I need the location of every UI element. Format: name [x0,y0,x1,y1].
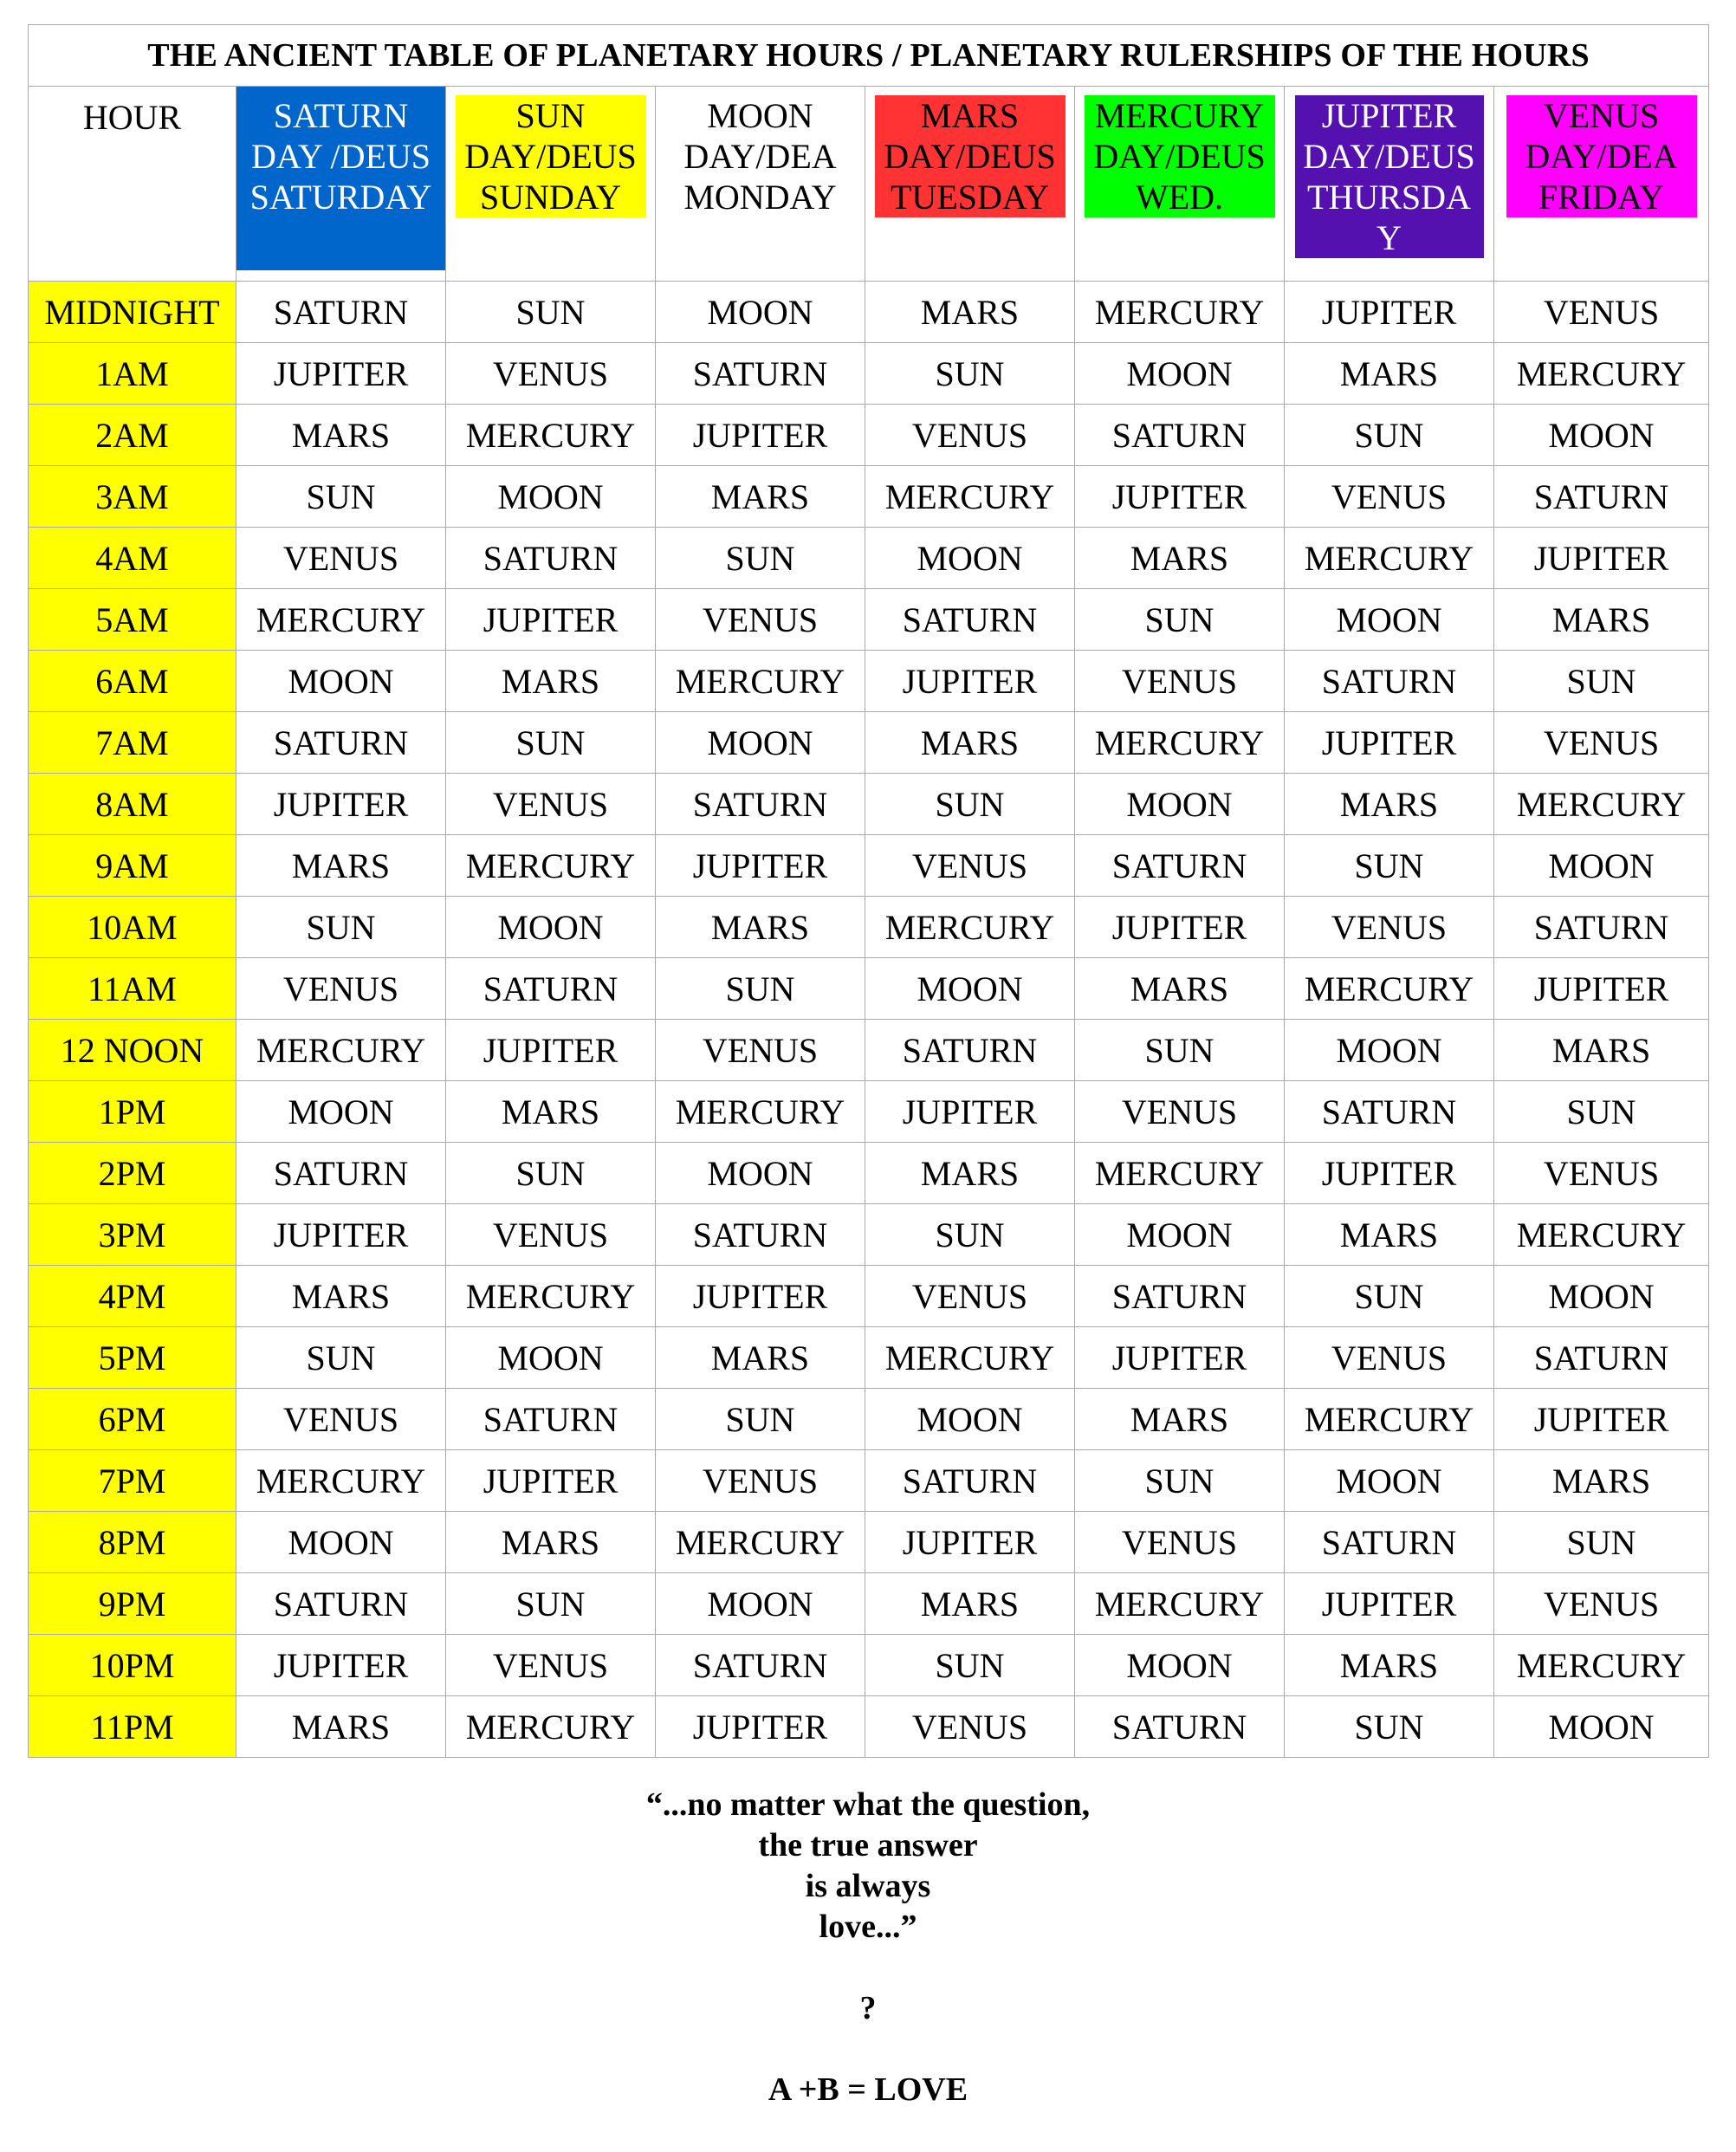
planet-cell: SUN [865,1204,1075,1266]
planet-cell: VENUS [865,1696,1075,1758]
table-row [29,1635,1709,1696]
planet-cell: VENUS [1494,1573,1709,1635]
table-row [29,1020,1709,1081]
planet-cell: VENUS [865,1266,1075,1327]
planet-cell: JUPITER [1075,1327,1285,1389]
planet-cell: SATURN [656,1204,865,1266]
planet-cell: MERCURY [236,1020,446,1081]
planet-cell: JUPITER [865,1512,1075,1573]
day-venus-line3: FRIDAY [1538,178,1665,217]
day-mercury-line3: WED. [1135,178,1224,217]
planet-cell: SUN [1494,651,1709,712]
planet-cell: JUPITER [1285,1143,1494,1204]
planet-cell: JUPITER [865,1081,1075,1143]
planet-cell: MARS [1075,1389,1285,1450]
planet-cell: SATURN [1285,651,1494,712]
planet-cell: JUPITER [236,1204,446,1266]
day-mercury-line2: DAY/DEUS [1093,137,1266,176]
planet-cell: VENUS [1075,1081,1285,1143]
planet-cell: MERCURY [1494,343,1709,405]
planet-cell: SATURN [865,1020,1075,1081]
planet-cell: SUN [656,528,865,589]
hour-cell: 5AM [29,589,236,651]
day-header-mercury [1075,87,1285,282]
planet-cell: MOON [865,528,1075,589]
planet-cell: JUPITER [1285,712,1494,774]
planet-cell: MARS [1285,774,1494,835]
planet-cell: MERCURY [236,1450,446,1512]
planet-cell: MOON [1075,1635,1285,1696]
planet-cell: VENUS [446,1635,656,1696]
day-header-mars [865,87,1075,282]
hour-cell: 4PM [29,1266,236,1327]
planet-cell: MARS [1285,1635,1494,1696]
planet-cell: MARS [236,405,446,466]
planet-cell: MERCURY [446,835,656,897]
planet-cell: SUN [1285,1266,1494,1327]
planet-cell: MERCURY [865,1327,1075,1389]
planet-cell: MOON [1285,1020,1494,1081]
planet-cell: MERCURY [1494,774,1709,835]
planet-cell: VENUS [236,958,446,1020]
planet-cell: MERCURY [656,651,865,712]
quote-line-1: “...no matter what the question, [645,1786,1091,1823]
day-header-jupiter [1285,87,1494,282]
planet-cell: MOON [236,1512,446,1573]
table-title: THE ANCIENT TABLE OF PLANETARY HOURS / PLANETARY RULERSHIPS OF THE HOURS [29,25,1709,87]
table-row [29,1204,1709,1266]
planet-cell: VENUS [446,774,656,835]
planet-cell: VENUS [1494,282,1709,343]
planet-cell: MERCURY [1075,712,1285,774]
planet-cell: VENUS [865,835,1075,897]
planet-cell: VENUS [1285,1327,1494,1389]
day-moon-line3: MONDAY [683,178,837,217]
hour-cell: 9AM [29,835,236,897]
day-label-saturn [236,87,445,270]
planet-cell: SUN [236,897,446,958]
day-header-row [29,87,1709,282]
planet-cell: MERCURY [1494,1635,1709,1696]
planet-cell: MOON [656,1143,865,1204]
hour-cell: 1PM [29,1081,236,1143]
planet-cell: SATURN [1285,1512,1494,1573]
hour-cell: 5PM [29,1327,236,1389]
day-mars-line2: DAY/DEUS [884,137,1056,176]
planet-cell: JUPITER [1075,466,1285,528]
planet-cell: MERCURY [865,466,1075,528]
planet-cell: MOON [446,897,656,958]
table-row [29,1143,1709,1204]
day-header-moon [656,87,865,282]
hour-cell: 3PM [29,1204,236,1266]
planet-cell: VENUS [656,1020,865,1081]
planet-cell: MERCURY [446,1266,656,1327]
planet-cell: MARS [236,1266,446,1327]
hour-cell: 12 NOON [29,1020,236,1081]
planet-cell: SUN [1075,1450,1285,1512]
planet-cell: MOON [865,1389,1075,1450]
planet-cell: SATURN [1075,1696,1285,1758]
day-jupiter-line4: Y [1376,218,1402,257]
planet-cell: JUPITER [1075,897,1285,958]
planet-cell: JUPITER [236,774,446,835]
planet-cell: MARS [1285,343,1494,405]
planet-cell: JUPITER [236,1635,446,1696]
planet-cell: SATURN [1075,835,1285,897]
planet-cell: JUPITER [656,1266,865,1327]
planet-cell: SUN [1285,835,1494,897]
planet-cell: MOON [446,1327,656,1389]
planet-cell: MARS [656,1327,865,1389]
hour-cell: 6PM [29,1389,236,1450]
day-label-jupiter [1295,95,1484,258]
table-row [29,835,1709,897]
planet-cell: MOON [236,1081,446,1143]
quote-line-3: is always [805,1868,931,1904]
table-row [29,1266,1709,1327]
planet-cell: SUN [446,1143,656,1204]
hour-cell: 8PM [29,1512,236,1573]
planet-cell: JUPITER [865,651,1075,712]
planet-cell: VENUS [446,1204,656,1266]
planet-cell: VENUS [1285,897,1494,958]
hour-cell: 6AM [29,651,236,712]
planet-cell: SUN [446,282,656,343]
planet-cell: VENUS [656,1450,865,1512]
planet-cell: MOON [865,958,1075,1020]
planet-cell: MOON [1494,1696,1709,1758]
planet-cell: VENUS [865,405,1075,466]
table-row [29,712,1709,774]
day-jupiter-name: JUPITER [1321,96,1457,135]
planet-cell: JUPITER [656,835,865,897]
planet-cell: SATURN [236,282,446,343]
day-mars-name: MARS [920,96,1020,135]
day-venus-name: VENUS [1543,96,1660,135]
planet-cell: MARS [236,835,446,897]
planet-cell: MARS [1494,1020,1709,1081]
table-row [29,1573,1709,1635]
planet-cell: SATURN [1075,405,1285,466]
planet-cell: SATURN [446,528,656,589]
planet-cell: VENUS [1285,466,1494,528]
planet-cell: MERCURY [236,589,446,651]
day-label-mercury [1085,95,1275,217]
day-moon-name: MOON [707,96,813,135]
planet-cell: SUN [1075,1020,1285,1081]
planet-cell: JUPITER [656,1696,865,1758]
planet-cell: MERCURY [1075,282,1285,343]
planet-cell: SUN [1285,1696,1494,1758]
planet-cell: SATURN [865,1450,1075,1512]
planet-cell: MARS [1494,589,1709,651]
planet-cell: JUPITER [1494,958,1709,1020]
table-row [29,1327,1709,1389]
planet-cell: JUPITER [1285,1573,1494,1635]
planet-cell: MARS [1075,958,1285,1020]
planet-cell: SATURN [236,1143,446,1204]
planet-cell: MERCURY [1285,1389,1494,1450]
day-venus-line2: DAY/DEA [1525,137,1678,176]
day-saturn-name: SATURN [273,96,409,135]
table-row [29,343,1709,405]
quote-line-4: love...” [819,1909,917,1945]
planet-cell: SATURN [236,1573,446,1635]
hour-cell: 10AM [29,897,236,958]
table-row [29,282,1709,343]
planet-cell: JUPITER [1285,282,1494,343]
planet-cell: JUPITER [446,589,656,651]
day-sun-name: SUN [515,96,586,135]
day-sun-line3: SUNDAY [479,178,621,217]
table-row [29,958,1709,1020]
day-jupiter-line2: DAY/DEUS [1303,137,1475,176]
hour-cell: 10PM [29,1635,236,1696]
planet-cell: SUN [865,774,1075,835]
planet-cell: MARS [656,897,865,958]
hour-cell: 9PM [29,1573,236,1635]
planet-cell: VENUS [236,1389,446,1450]
day-label-sun [456,95,646,217]
planet-cell: VENUS [1075,1512,1285,1573]
planet-cell: SUN [656,1389,865,1450]
planet-cell: MERCURY [656,1081,865,1143]
planet-cell: MOON [1285,1450,1494,1512]
table-body [29,282,1709,1758]
hour-cell: 2PM [29,1143,236,1204]
table-row [29,1450,1709,1512]
day-mercury-name: MERCURY [1094,96,1265,135]
planet-cell: MOON [1075,1204,1285,1266]
planet-cell: VENUS [1075,651,1285,712]
planet-cell: SATURN [1285,1081,1494,1143]
planet-cell: VENUS [446,343,656,405]
hour-column-header: HOUR [29,87,236,282]
planet-cell: SATURN [1494,897,1709,958]
hour-cell: 3AM [29,466,236,528]
planet-cell: MOON [1285,589,1494,651]
footer-quote [0,1785,1736,2110]
planet-cell: SATURN [1494,1327,1709,1389]
planet-cell: SUN [1285,405,1494,466]
planet-cell: JUPITER [1494,528,1709,589]
planet-cell: SUN [446,1573,656,1635]
planet-cell: MARS [1494,1450,1709,1512]
planet-cell: SATURN [1494,466,1709,528]
planet-cell: MARS [1075,528,1285,589]
hour-cell: 7AM [29,712,236,774]
planet-cell: SATURN [865,589,1075,651]
planet-cell: SATURN [1075,1266,1285,1327]
table-row [29,774,1709,835]
planet-cell: MARS [446,1512,656,1573]
hour-cell: 11PM [29,1696,236,1758]
planet-cell: SUN [1494,1081,1709,1143]
hour-cell: 7PM [29,1450,236,1512]
day-moon-line2: DAY/DEA [683,137,837,176]
planetary-hours-table [28,24,1709,1758]
table-row [29,651,1709,712]
planet-cell: SUN [656,958,865,1020]
planet-cell: SATURN [446,958,656,1020]
day-saturn-line3: SATURDAY [249,178,432,217]
planet-cell: MOON [1075,774,1285,835]
day-header-saturn [236,87,446,282]
day-jupiter-line3: THURSDA [1307,178,1471,217]
table-row [29,1696,1709,1758]
planet-cell: MARS [236,1696,446,1758]
day-label-moon [680,95,839,217]
planet-cell: MARS [446,1081,656,1143]
hour-cell: 11AM [29,958,236,1020]
planet-cell: MOON [1494,835,1709,897]
planet-cell: MERCURY [1494,1204,1709,1266]
planet-cell: SUN [446,712,656,774]
planet-cell: JUPITER [656,405,865,466]
planet-cell: MARS [865,1573,1075,1635]
planet-cell: MARS [1285,1204,1494,1266]
table-row [29,405,1709,466]
planet-cell: SUN [236,466,446,528]
table-row [29,466,1709,528]
day-sun-line2: DAY/DEUS [464,137,637,176]
quote-line-2: the true answer [758,1827,978,1864]
day-mars-line3: TUESDAY [891,178,1049,217]
hour-cell: 8AM [29,774,236,835]
planet-cell: VENUS [1494,1143,1709,1204]
planet-cell: MOON [446,466,656,528]
planet-cell: MERCURY [446,405,656,466]
planet-cell: MERCURY [1285,528,1494,589]
planet-cell: MARS [865,282,1075,343]
question-mark: ? [859,1990,877,2026]
planet-cell: SUN [1494,1512,1709,1573]
love-equation: A +B = LOVE [768,2071,968,2108]
table-row [29,528,1709,589]
planet-cell: JUPITER [1494,1389,1709,1450]
planet-cell: MOON [656,282,865,343]
planet-cell: VENUS [236,528,446,589]
planet-cell: MERCURY [1285,958,1494,1020]
planet-cell: SUN [1075,589,1285,651]
hour-cell: MIDNIGHT [29,282,236,343]
planet-cell: MERCURY [1075,1573,1285,1635]
planet-cell: MOON [656,712,865,774]
table-row [29,897,1709,958]
planet-cell: SUN [865,343,1075,405]
table-row [29,1389,1709,1450]
table-row [29,1081,1709,1143]
planet-cell: MERCURY [865,897,1075,958]
planet-cell: JUPITER [446,1020,656,1081]
planet-cell: SATURN [236,712,446,774]
planet-cell: MARS [656,466,865,528]
planet-cell: MARS [446,651,656,712]
planet-cell: MOON [236,651,446,712]
planet-cell: MERCURY [1075,1143,1285,1204]
planet-cell: SATURN [656,343,865,405]
day-label-venus [1506,95,1697,217]
planet-cell: SUN [865,1635,1075,1696]
planet-cell: SATURN [446,1389,656,1450]
day-saturn-line2: DAY /DEUS [250,137,431,176]
planet-cell: SUN [236,1327,446,1389]
hour-cell: 4AM [29,528,236,589]
planet-cell: SATURN [656,774,865,835]
planet-cell: MOON [656,1573,865,1635]
planet-cell: MOON [1075,343,1285,405]
planet-cell: JUPITER [236,343,446,405]
planet-cell: MERCURY [656,1512,865,1573]
planet-cell: SATURN [656,1635,865,1696]
planet-cell: MARS [865,1143,1075,1204]
hour-cell: 2AM [29,405,236,466]
planet-cell: MERCURY [446,1696,656,1758]
day-label-mars [875,95,1066,217]
planet-cell: VENUS [656,589,865,651]
planet-cell: MARS [865,712,1075,774]
day-header-venus [1494,87,1709,282]
planet-cell: VENUS [1494,712,1709,774]
day-header-sun [446,87,656,282]
hour-cell: 1AM [29,343,236,405]
planet-cell: MOON [1494,405,1709,466]
planet-cell: MOON [1494,1266,1709,1327]
planet-cell: JUPITER [446,1450,656,1512]
table-row [29,1512,1709,1573]
table-row [29,589,1709,651]
